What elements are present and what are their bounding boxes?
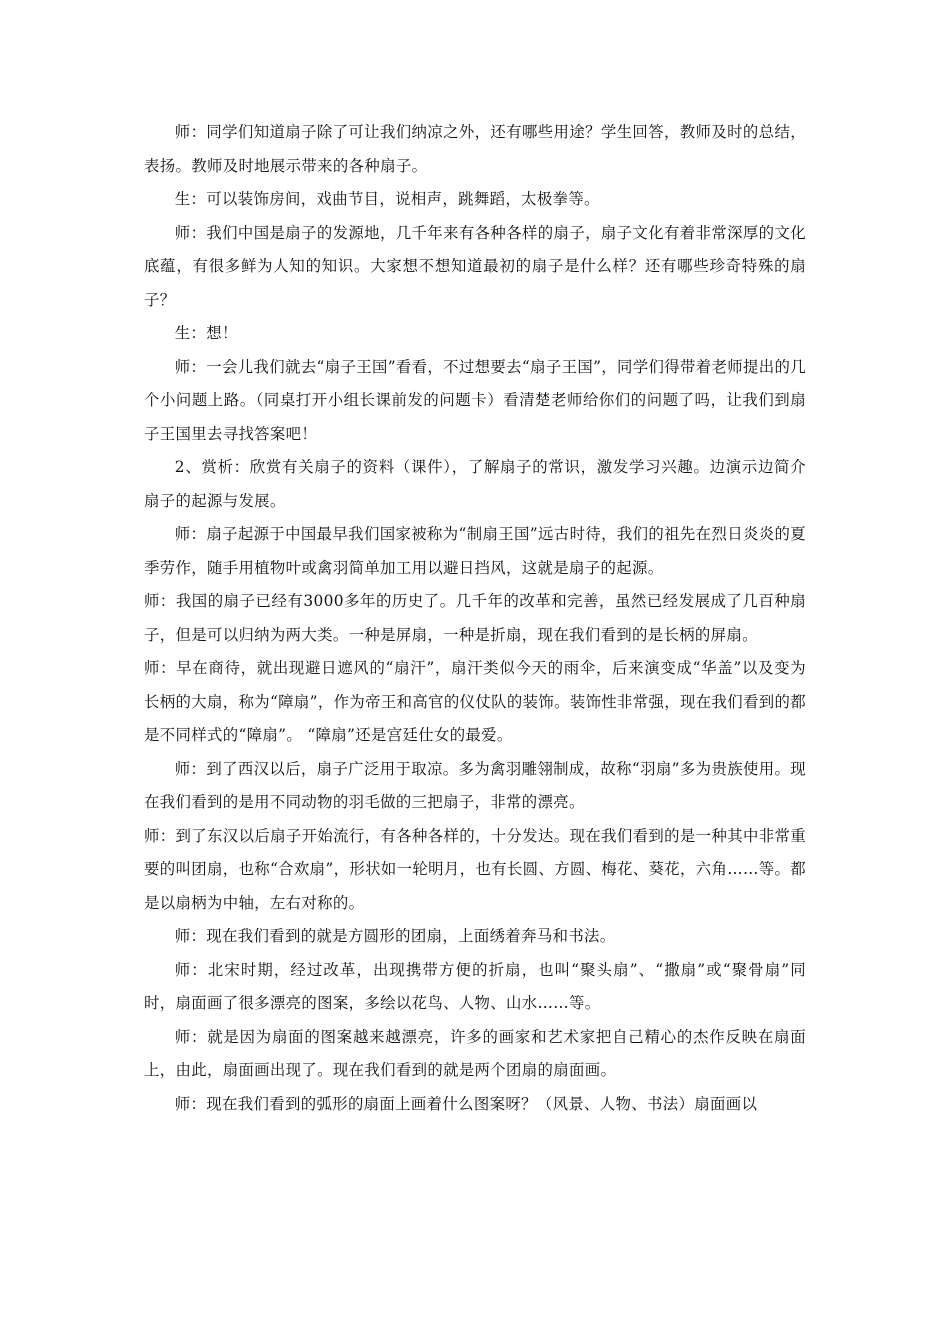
paragraph-2: 生：可以装饰房间，戏曲节目，说相声，跳舞蹈，太极拳等。	[174, 190, 600, 208]
paragraph-12: 师：现在我们看到的就是方圆形的团扇，上面绣着奔马和书法。	[174, 927, 616, 945]
paragraph-14: 师：就是因为扇面的图案越来越漂亮，许多的画家和艺术家把自己精心的杰作反映在扇面上，由此，扇面画出现了。现在我们看到的就是两个团扇的扇面画。	[144, 1027, 806, 1079]
paragraph-6: 2、赏析：欣赏有关扇子的资料（课件），了解扇子的常识，激发学习兴趣。边演示边简介扇子的起源与发展。	[144, 458, 806, 510]
paragraph-13: 师：北宋时期，经过改革，出现携带方便的折扇，也叫“聚头扇”、“撒扇”或“聚骨扇”同时，扇面画了很多漂亮的图案，多绘以花鸟、人物、山水……等。	[144, 960, 806, 1012]
document-body	[144, 116, 806, 1121]
paragraph-11: 师：到了东汉以后扇子开始流行，有各种各样的，十分发达。现在我们看到的是一种其中非常重要的叫团扇，也称“合欢扇”，形状如一轮明月，也有长圆、方圆、梅花、葵花，六角……等。都是以扇柄为中轴，左右对称的。	[144, 826, 806, 912]
paragraph-7: 师：扇子起源于中国最早我们国家被称为“制扇王国”远古时待，我们的祖先在烈日炎炎的夏季劳作，随手用植物叶或禽羽简单加工用以避日挡风，这就是扇子的起源。	[144, 525, 806, 577]
paragraph-15: 师：现在我们看到的弧形的扇面上画着什么图案呀？（风景、人物、书法）扇面画以	[174, 1094, 758, 1113]
paragraph-8: 师：我国的扇子已经有3000多年的历史了。几千年的改革和完善，虽然已经发展成了几百种扇子，但是可以归纳为两大类。一种是屏扇，一种是折扇，现在我们看到的是长柄的屏扇。	[144, 592, 806, 644]
paragraph-4: 生：想！	[174, 324, 238, 342]
paragraph-5: 师：一会儿我们就去“扇子王国”看看，不过想要去“扇子王国”，同学们得带着老师提出的几个小问题上路。（同桌打开小组长课前发的问题卡）看清楚老师给你们的问题了吗，让我们到扇子王国里去寻找答案吧！	[144, 357, 806, 443]
paragraph-3: 师：我们中国是扇子的发源地，几千年来有各种各样的扇子，扇子文化有着非常深厚的文化底蕴，有很多鲜为人知的知识。大家想不想知道最初的扇子是什么样？还有哪些珍奇特殊的扇子？	[144, 223, 806, 309]
paragraph-9: 师：早在商待，就出现避日遮风的“扇汗”，扇汗类似今天的雨伞，后来演变成“华盖”以及变为长柄的大扇，称为“障扇”，作为帝王和高官的仪仗队的装饰。装饰性非常强，现在我们看到的都是不同样式的“障扇”。 “障扇”还是宫廷仕女的最爱。	[144, 659, 806, 744]
paragraph-1: 师：同学们知道扇子除了可让我们纳凉之外，还有哪些用途？学生回答，教师及时的总结，表扬。教师及时地展示带来的各种扇子。	[144, 123, 806, 175]
paragraph-10: 师：到了西汉以后，扇子广泛用于取凉。多为禽羽雕翎制成，故称“羽扇”多为贵族使用。现在我们看到的是用不同动物的羽毛做的三把扇子，非常的漂亮。	[144, 759, 806, 811]
